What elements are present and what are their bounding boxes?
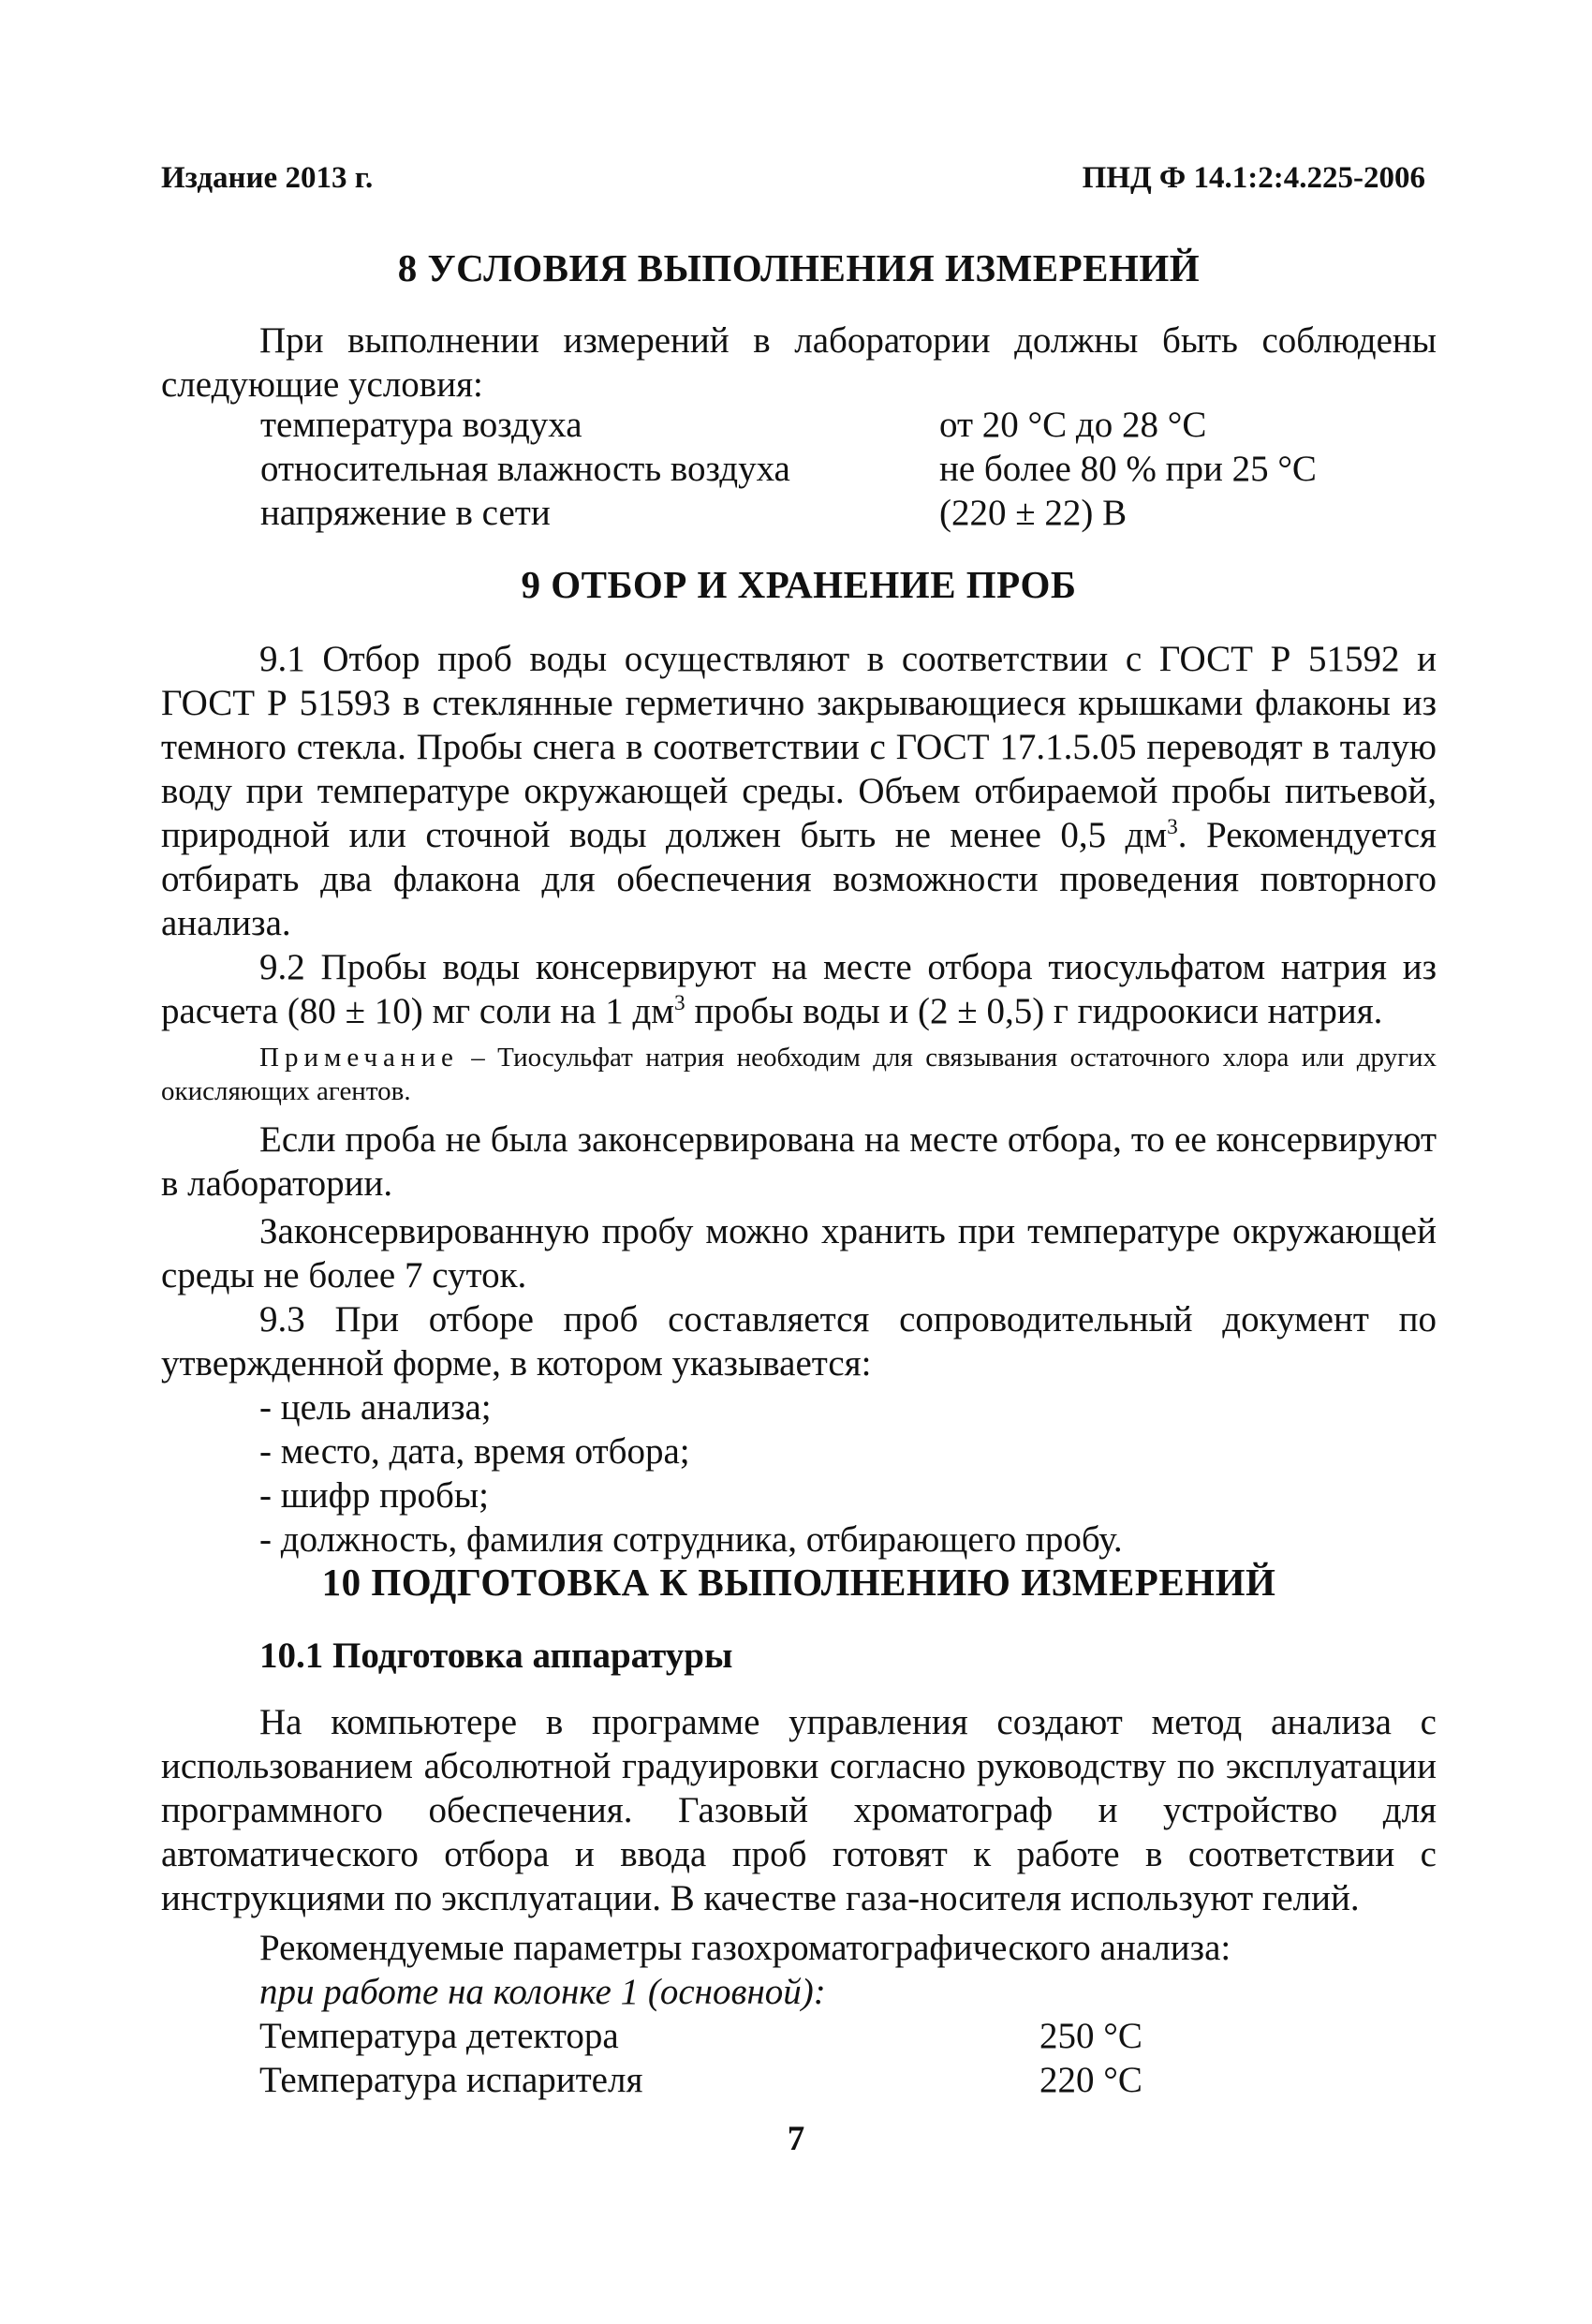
section-8-intro-block: [161, 318, 1437, 407]
paragraph-10-1: На компьютере в программе управления создают метод анализа с использованием абсолютной градуировки согласно руководству по эксплуатации программного обеспечения. Газовый хроматограф и устройство для автоматического отбора и ввода проб готовят к работе в соответствии с инструкциями по эксплуатации. В качестве газа-носителя используют гелий.: [161, 1702, 1437, 1918]
paragraph-9-1-end: . Рекомендуется отбирать два флакона для обеспечения возможности проведения повторного анализа.: [161, 815, 1437, 943]
section-10-title: 10 ПОДГОТОВКА К ВЫПОЛНЕНИЮ ИЗМЕРЕНИЙ: [321, 1561, 1276, 1604]
cubic-superscript: 3: [1167, 815, 1178, 839]
condition-name: относительная влажность воздуха: [260, 449, 790, 489]
condition-value: (220 ± 22) В: [939, 493, 1128, 533]
param-name: Температура испарителя: [259, 2060, 643, 2100]
list-item: - шифр пробы;: [259, 1475, 489, 1516]
params-intro: Рекомендуемые параметры газохроматографического анализа:: [259, 1928, 1231, 1968]
paragraph-conserve: Если проба не была законсервирована на месте отбора, то ее консервируют в лаборатории.: [161, 1119, 1437, 1204]
note-text: – Тиосульфат натрия необходим для связывания остаточного хлора или других окисляющих агентов.: [161, 1043, 1437, 1106]
section-9-body: [161, 637, 1437, 1562]
subsection-10-1-title: 10.1 Подготовка аппаратуры: [259, 1636, 733, 1676]
paragraph-9-3: 9.3 При отборе проб составляется сопроводительный документ по утвержденной форме, в котором указывается:: [161, 1299, 1437, 1384]
column-label: при работе на колонке 1 (основной):: [259, 1972, 826, 2012]
note: [161, 1041, 1437, 1108]
paragraph-store: Законсервированную пробу можно хранить при температуре окружающей среды не более 7 суток.: [161, 1211, 1437, 1295]
section-8-title: 8 УСЛОВИЯ ВЫПОЛНЕНИЯ ИЗМЕРЕНИЙ: [397, 246, 1201, 289]
condition-value: не более 80 % при 25 °С: [939, 449, 1317, 489]
paragraph-9-2: [161, 945, 1437, 1033]
list-item: - должность, фамилия сотрудника, отбирающего пробу.: [259, 1519, 1123, 1560]
note-label: Примечание: [259, 1043, 459, 1073]
section-10-body: [161, 1700, 1437, 2014]
paragraph-9-1: [161, 637, 1437, 945]
paragraph-9-2-start: 9.2 Пробы воды консервируют на месте отбора тиосульфатом натрия из расчета (80 ± 10) мг соли на 1 дм: [161, 947, 1437, 1031]
paragraph-9-2-end: пробы воды и (2 ± 0,5) г гидроокиси натрия.: [685, 991, 1383, 1031]
param-value: 220 °С: [1039, 2060, 1142, 2100]
paragraph-9-1-start: 9.1 Отбор проб воды осуществляют в соответствии с ГОСТ Р 51592 и ГОСТ Р 51593 в стеклянные герметично закрывающиеся крышками флаконы из темного стекла. Пробы снега в соответствии с ГОСТ 17.1.5.05 переводят в талую воду при температуре окружающей среды. Объем отбираемой пробы питьевой, природной или сточной воды должен быть не менее 0,5 дм: [161, 639, 1437, 855]
param-name: Температура детектора: [259, 2016, 619, 2056]
param-value: 250 °С: [1039, 2016, 1142, 2056]
condition-value: от 20 °С до 28 °С: [939, 405, 1207, 445]
section-9-title: 9 ОТБОР И ХРАНЕНИЕ ПРОБ: [521, 563, 1077, 606]
condition-name: напряжение в сети: [260, 493, 551, 533]
list-item: - цель анализа;: [259, 1387, 492, 1428]
edition-label: Издание 2013 г.: [161, 161, 374, 195]
condition-name: температура воздуха: [260, 405, 582, 445]
cubic-superscript: 3: [673, 991, 685, 1015]
list-item: - место, дата, время отбора;: [259, 1431, 690, 1472]
page-header: [161, 161, 1425, 196]
section-8-intro: При выполнении измерений в лаборатории должны быть соблюдены следующие условия:: [161, 320, 1437, 405]
document-code: ПНД Ф 14.1:2:4.225-2006: [1082, 161, 1425, 195]
page-number: 7: [787, 2120, 805, 2158]
